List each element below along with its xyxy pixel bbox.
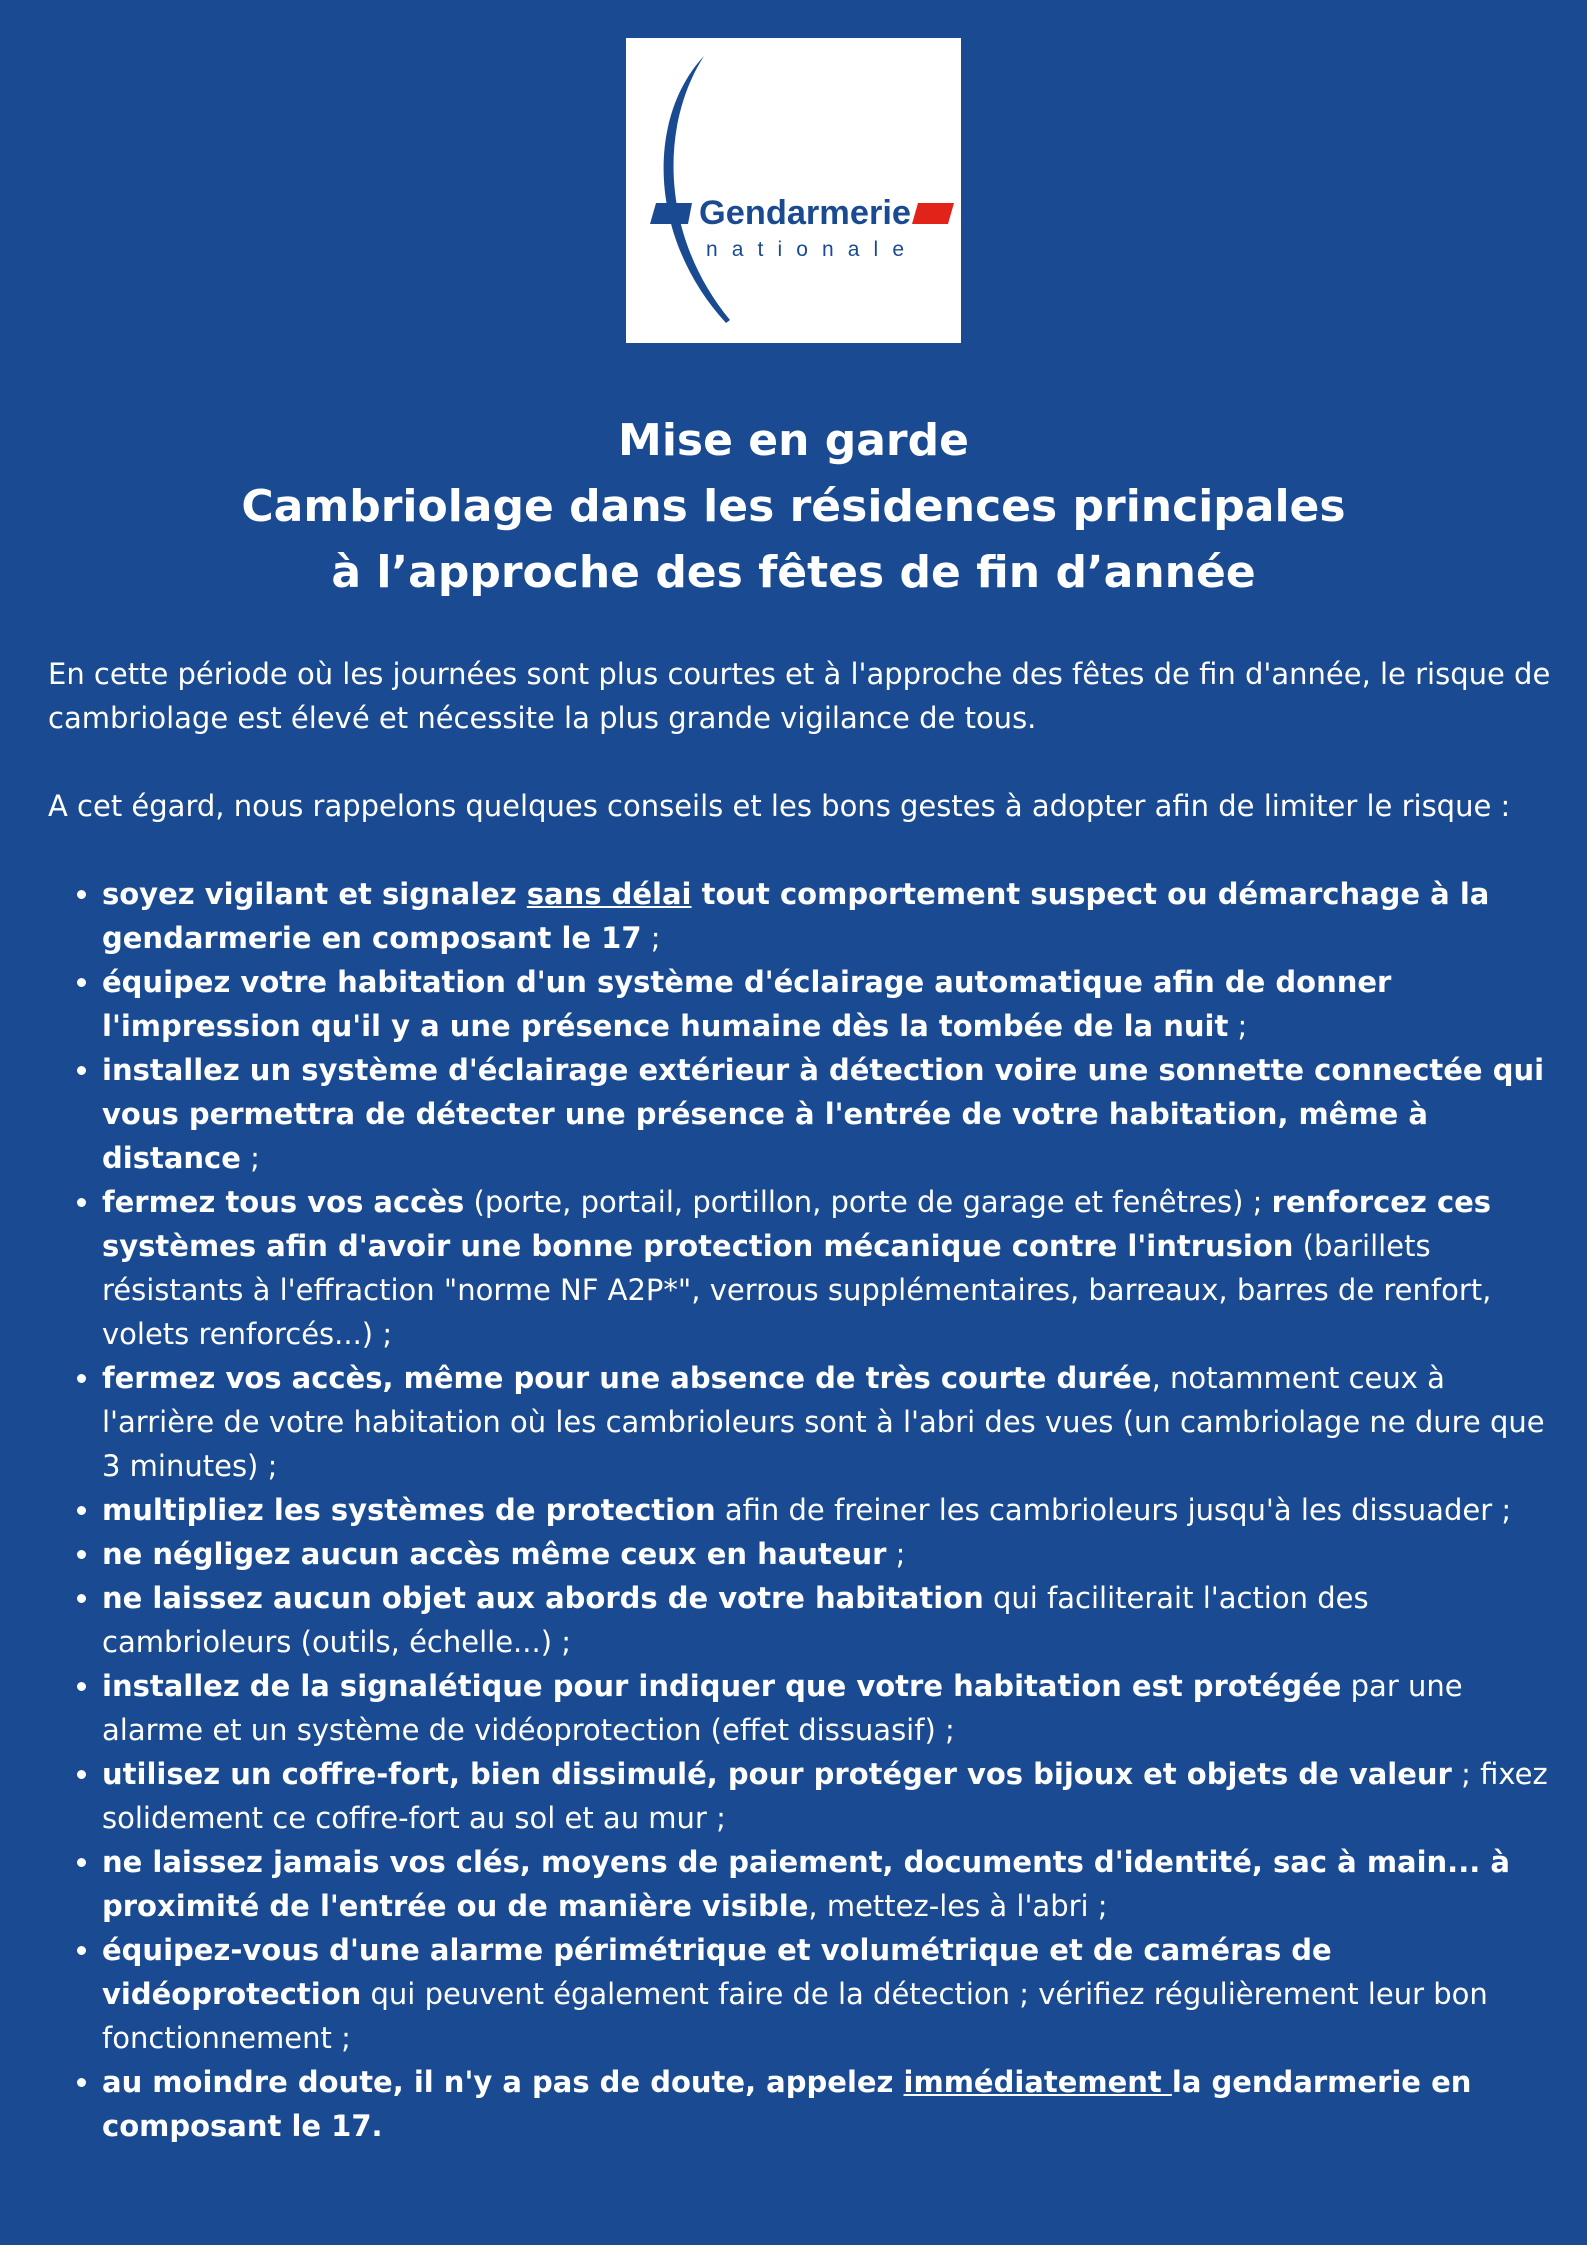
gendarmerie-logo [626, 38, 961, 343]
advice-3-text: ; [240, 1141, 260, 1175]
title-line-2: Cambriolage dans les résidences principales [241, 481, 1346, 532]
logo-blue-stripe-icon [650, 203, 692, 224]
advice-11-text: , mettez-les à l'abri ; [808, 1889, 1108, 1923]
advice-item-3 [102, 1048, 1563, 1180]
advice-2-text: ; [1228, 1009, 1248, 1043]
advice-item-9 [102, 1664, 1563, 1752]
advice-4-bold-a: fermez tous vos accès [102, 1185, 465, 1219]
advice-1-bold-a: soyez vigilant et signalez [102, 877, 527, 911]
intro-paragraph-2: A cet égard, nous rappelons quelques conseils et les bons gestes à adopter afin de limiter le risque : [48, 789, 1511, 823]
advice-item-11 [102, 1840, 1563, 1928]
advice-10-text: ; fixez solidement ce coffre-fort au sol et au mur ; [102, 1757, 1548, 1835]
advice-5-text: , notamment ceux à l'arrière de votre habitation où les cambrioleurs sont à l'abri des vues (un cambriolage ne dure que 3 minutes) ; [102, 1361, 1545, 1483]
advice-1-text: ; [641, 921, 661, 955]
title-line-1: Mise en garde [618, 415, 969, 466]
advice-9-text: par une alarme et un système de vidéoprotection (effet dissuasif) ; [102, 1669, 1463, 1747]
page-title [0, 408, 1587, 606]
advice-12-text: qui peuvent également faire de la détection ; vérifiez régulièrement leur bon fonctionnement ; [102, 1977, 1488, 2055]
advice-13-bold-b: la gendarmerie en composant le 17. [102, 2065, 1472, 2143]
advice-item-5 [102, 1356, 1563, 1488]
advice-item-2 [102, 960, 1563, 1048]
advice-10-bold: utilisez un coffre-fort, bien dissimulé, pour protéger vos bijoux et objets de valeur [102, 1757, 1452, 1791]
advice-6-text: afin de freiner les cambrioleurs jusqu'à les dissuader ; [715, 1493, 1512, 1527]
logo-brand-line2: nationale [706, 238, 904, 261]
advice-item-7 [102, 1532, 1563, 1576]
logo-arc-icon [664, 56, 730, 323]
advice-11-bold: ne laissez jamais vos clés, moyens de paiement, documents d'identité, sac à main... à proximité de l'entrée ou de manière visible [102, 1845, 1510, 1923]
notice-body [48, 652, 1563, 2148]
advice-12-bold: équipez-vous d'une alarme périmétrique et volumétrique et de caméras de vidéoprotection [102, 1933, 1332, 2011]
advice-4-text-a: (porte, portail, portillon, porte de garage et fenêtres) ; [464, 1185, 1272, 1219]
logo-brand-line1: Gendarmerie [699, 194, 911, 232]
advice-7-text: ; [886, 1537, 906, 1571]
advice-8-bold: ne laissez aucun objet aux abords de votre habitation [102, 1581, 984, 1615]
advice-list [48, 872, 1563, 2148]
advice-4-text-b: (barillets résistants à l'effraction "norme NF A2P*", verrous supplémentaires, barreaux, barres de renfort, volets renforcés...) ; [102, 1229, 1492, 1351]
advice-5-bold: fermez vos accès, même pour une absence de très courte durée [102, 1361, 1152, 1395]
advice-2-bold: équipez votre habitation d'un système d'éclairage automatique afin de donner l'impression qu'il y a une présence humaine dès la tombée de la nuit [102, 965, 1392, 1043]
advice-item-10 [102, 1752, 1563, 1840]
advice-7-bold: ne négligez aucun accès même ceux en hauteur [102, 1537, 887, 1571]
advice-3-bold: installez un système d'éclairage extérieur à détection voire une sonnette connectée qui vous permettra de détecter une présence à l'entrée de votre habitation, même à distance [102, 1053, 1545, 1175]
advice-1-bold-b: tout comportement suspect ou démarchage à la gendarmerie en composant le 17 [102, 877, 1490, 955]
advice-item-13 [102, 2060, 1563, 2148]
advice-9-bold: installez de la signalétique pour indiquer que votre habitation est protégée [102, 1669, 1342, 1703]
gendarmerie-logo-emblem [626, 38, 961, 343]
advice-item-1 [102, 872, 1563, 960]
logo-red-stripe-icon [912, 203, 954, 224]
title-line-3: à l’approche des fêtes de fin d’année [331, 547, 1256, 598]
advice-item-12 [102, 1928, 1563, 2060]
advice-13-underlined: immédiatement [903, 2065, 1172, 2099]
advice-4-bold-b: renforcez ces systèmes afin d'avoir une bonne protection mécanique contre l'intrusion [102, 1185, 1492, 1263]
advice-item-8 [102, 1576, 1563, 1664]
intro-paragraph-1: En cette période où les journées sont plus courtes et à l'approche des fêtes de fin d'année, le risque de cambriolage est élevé et nécessite la plus grande vigilance de tous. [48, 657, 1551, 735]
advice-1-underlined: sans délai [526, 877, 692, 911]
advice-13-bold-a: au moindre doute, il n'y a pas de doute, appelez [102, 2065, 904, 2099]
advice-6-bold: multipliez les systèmes de protection [102, 1493, 716, 1527]
advice-8-text: qui faciliterait l'action des cambrioleurs (outils, échelle...) ; [102, 1581, 1369, 1659]
advice-item-6 [102, 1488, 1563, 1532]
advice-item-4 [102, 1180, 1563, 1356]
